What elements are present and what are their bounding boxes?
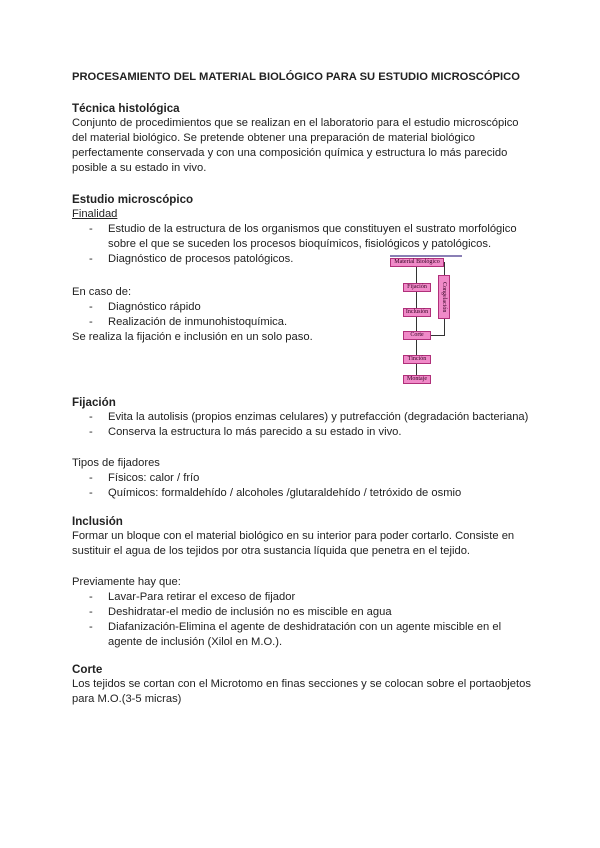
tipos-list xyxy=(72,471,542,501)
diagram-top-rule xyxy=(390,255,462,257)
heading-inclusion: Inclusión xyxy=(72,515,123,528)
paragraph-line: Formar un bloque con el material biológico en su interior para poder cortarlo. Consiste en xyxy=(72,530,515,542)
document-title: PROCESAMIENTO DEL MATERIAL BIOLÓGICO PARA SU ESTUDIO MICROSCÓPICO xyxy=(72,71,520,83)
paragraph-line: Conjunto de procedimientos que se realizan en el laboratorio para el estudio microscópico xyxy=(72,117,519,129)
diagram-box-montaje: Montaje xyxy=(403,375,431,384)
paragraph-line: del material biológico. Se pretende obtener una preparación de material biológico xyxy=(72,132,476,144)
heading-estudio: Estudio microscópico xyxy=(72,193,194,206)
list-item: - Conserva la estructura lo más parecido a su estado in vivo. xyxy=(72,425,542,440)
heading-tecnica: Técnica histológica xyxy=(72,102,180,115)
list-item-continuation: agente de inclusión (Xilol en M.O.). xyxy=(108,636,283,648)
diagram-box-corte: Corte xyxy=(403,331,431,340)
diagram-box-congelacion: Congelación xyxy=(438,275,450,319)
diagram-box-tincion: Tinción xyxy=(403,355,431,364)
list-item: - Químicos: formaldehído / alcoholes /glutaraldehído / tetróxido de osmio xyxy=(72,486,542,501)
previamente-label: Previamente hay que: xyxy=(72,576,181,588)
fijacion-list xyxy=(72,410,542,440)
finalidad-list xyxy=(72,222,542,267)
paragraph-line: posible a su estado in vivo. xyxy=(72,162,207,174)
inclusion-list xyxy=(72,590,542,650)
heading-fijacion: Fijación xyxy=(72,396,116,409)
heading-corte: Corte xyxy=(72,663,103,676)
list-item: - Evita la autolisis (propios enzimas celulares) y putrefacción (degradación bacteriana) xyxy=(72,410,542,425)
processing-flow-diagram xyxy=(390,255,470,390)
list-item-continuation: sobre el que se suceden los procesos bioquímicos, fisiológicos y patológicos. xyxy=(108,238,492,250)
diagram-connector xyxy=(430,335,445,336)
list-item: - Físicos: calor / frío xyxy=(72,471,542,486)
list-item: - Diafanización-Elimina el agente de deshidratación con un agente miscible en el xyxy=(72,620,542,635)
subheading-finalidad: Finalidad xyxy=(72,208,118,220)
diagram-box-fijacion: Fijación xyxy=(403,283,431,292)
caso-label: En caso de: xyxy=(72,286,132,298)
diagram-box-inclusion: Inclusión xyxy=(403,308,431,317)
list-item: - Diagnóstico rápido xyxy=(72,300,542,315)
list-item: - Realización de inmunohistoquímica. xyxy=(72,315,542,330)
list-item: - Diagnóstico de procesos patológicos. xyxy=(72,252,542,267)
list-item: - Lavar-Para retirar el exceso de fijador xyxy=(72,590,542,605)
caso-list xyxy=(72,300,542,330)
list-item: - Estudio de la estructura de los organismos que constituyen el sustrato morfológico xyxy=(72,222,542,237)
paragraph-line: para M.O.(3-5 micras) xyxy=(72,693,182,705)
document-page xyxy=(72,70,542,707)
tipos-label: Tipos de fijadores xyxy=(72,457,160,469)
note-line: Se realiza la fijación e inclusión en un solo paso. xyxy=(72,331,313,343)
paragraph-line: sustituir el agua de los tejidos por otra sustancia líquida que penetra en el tejido. xyxy=(72,545,471,557)
paragraph-line: perfectamente conservada y con una composición química y estructura lo más parecido xyxy=(72,147,508,159)
diagram-box-material: Material Biológico xyxy=(390,258,444,267)
paragraph-line: Los tejidos se cortan con el Microtomo en finas secciones y se colocan sobre el portaobjetos xyxy=(72,678,531,690)
list-item: - Deshidratar-el medio de inclusión no es miscible en agua xyxy=(72,605,542,620)
